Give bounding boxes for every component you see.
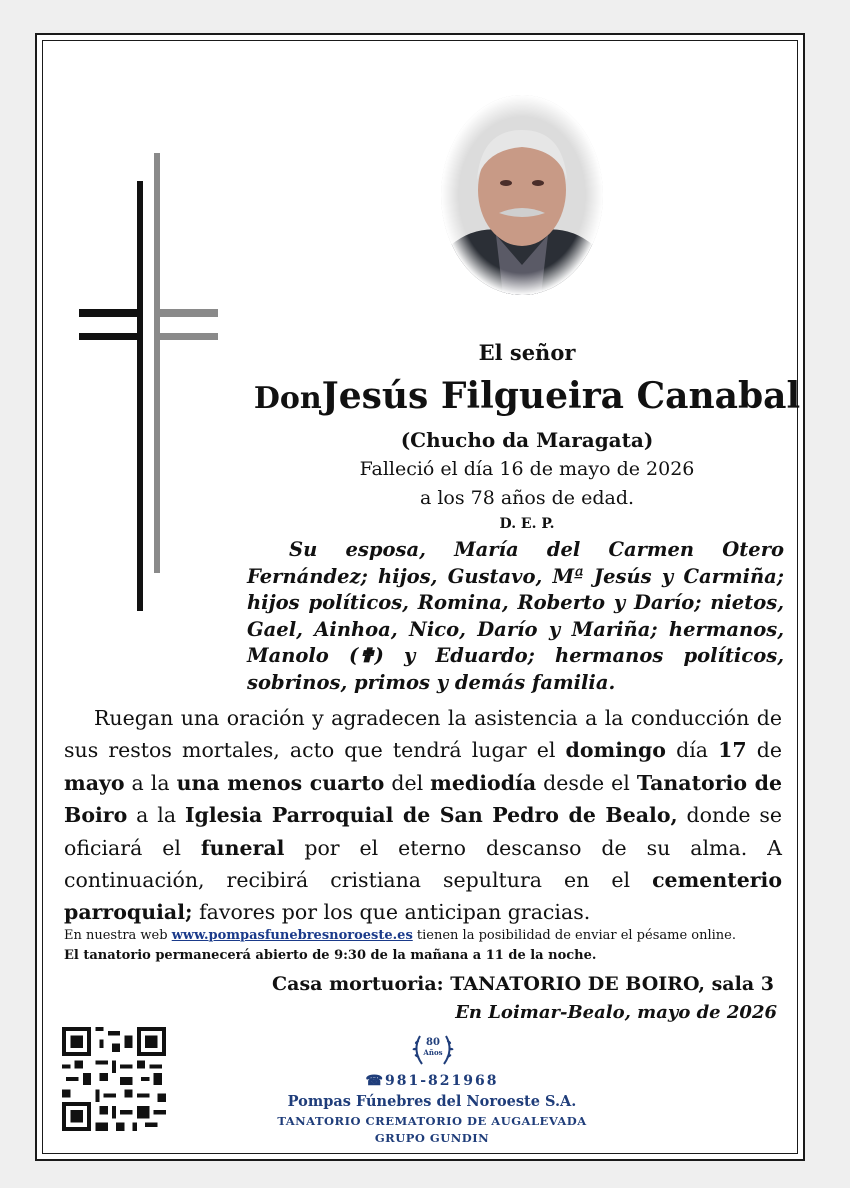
body-seg: favores por los que anticipan gracias. [192,900,591,925]
family-list [247,537,784,696]
age-line: a los 78 años de edad. [419,487,635,509]
death-date: Falleció el día 16 de mayo de 2026 [359,458,695,480]
body-bold: cementerio parroquial; [64,868,782,925]
small-cross-icon: ✟ [358,644,375,667]
family-text-a: Su esposa, María del Carmen Otero Fernández; hijos, Gustavo, Mª Jesús y Carmiña; hijos políticos, Romina, Roberto y Darío; nietos, Gael, Ainhoa, Nico, Darío y Mariña; hermanos, Manolo ( [247,538,784,667]
place-date: En Loimar-Bealo, mayo de 2026 [455,1002,777,1023]
web-note [64,928,804,943]
opening-hours: El tanatorio permanecerá abierto de 9:30 de la mañana a 11 de la noche. [64,948,597,963]
family-text-b: ) y Eduardo; hermanos políticos, sobrinos, primos y demás familia. [247,644,784,694]
logo-years: Años [423,1048,443,1057]
funeral-home: Casa mortuoria: TANATORIO DE BOIRO, sala 3 [272,973,774,995]
body-seg: del [384,770,431,795]
body-bold: Iglesia Parroquial de San Pedro de Bealo, [184,803,678,828]
name-text: Jesús Filgueira Canabal [321,375,801,417]
logo-number: 80 [426,1037,440,1048]
phone-number[interactable]: 981-821968 [384,1073,499,1089]
body-seg: de [746,738,782,763]
group-name: GRUPO GUNDIN [374,1131,490,1145]
deceased-name [237,375,817,417]
body-bold: domingo [565,738,666,763]
body-seg: Ruegan una oración y agradecen la asistencia a la conducción de sus restos mortales, acto que tendrá lugar el [64,706,782,763]
name-prefix: Don [253,381,322,416]
alias: (Chucho da Maragata) [400,428,654,452]
title-senor: El señor [478,340,576,365]
body-seg: desde el [536,770,637,795]
body-seg: día [665,738,719,763]
company-name: Pompas Fúnebres del Noroeste S.A. [287,1093,577,1110]
body-bold: mediodía [430,770,537,795]
body-bold: una menos cuarto [176,770,385,795]
body-seg: a la [124,770,177,795]
phone-line [257,1073,607,1089]
body-seg: donde se oficiará el [64,803,783,860]
body-seg: por el eterno descanso de su alma. A continuación, recibirá cristiana sepultura en el [64,835,782,893]
dep-text: D. E. P. [499,516,555,532]
web-pre: En nuestra web [64,928,172,943]
ceremony-paragraph [64,702,782,929]
body-bold: mayo [64,770,125,795]
web-post: tienen la posibilidad de enviar el pésame online. [412,928,736,943]
website-link[interactable]: www.pompasfunebresnoroeste.es [171,928,413,943]
laurel-badge-icon [410,1030,456,1068]
telephone-icon: ☎ [365,1073,385,1089]
portrait-photo [441,95,603,295]
crematory-name: TANATORIO CREMATORIO DE AUGALEVADA [277,1114,587,1128]
portrait-illustration [441,95,603,295]
qr-code-icon[interactable] [62,1027,166,1131]
obituary-sheet [35,33,805,1161]
body-bold: funeral [200,835,285,860]
latin-cross-icon [79,153,219,613]
body-seg: a la [127,803,185,828]
body-bold: Tanatorio de Boiro [64,770,782,828]
body-bold: 17 [718,738,747,763]
